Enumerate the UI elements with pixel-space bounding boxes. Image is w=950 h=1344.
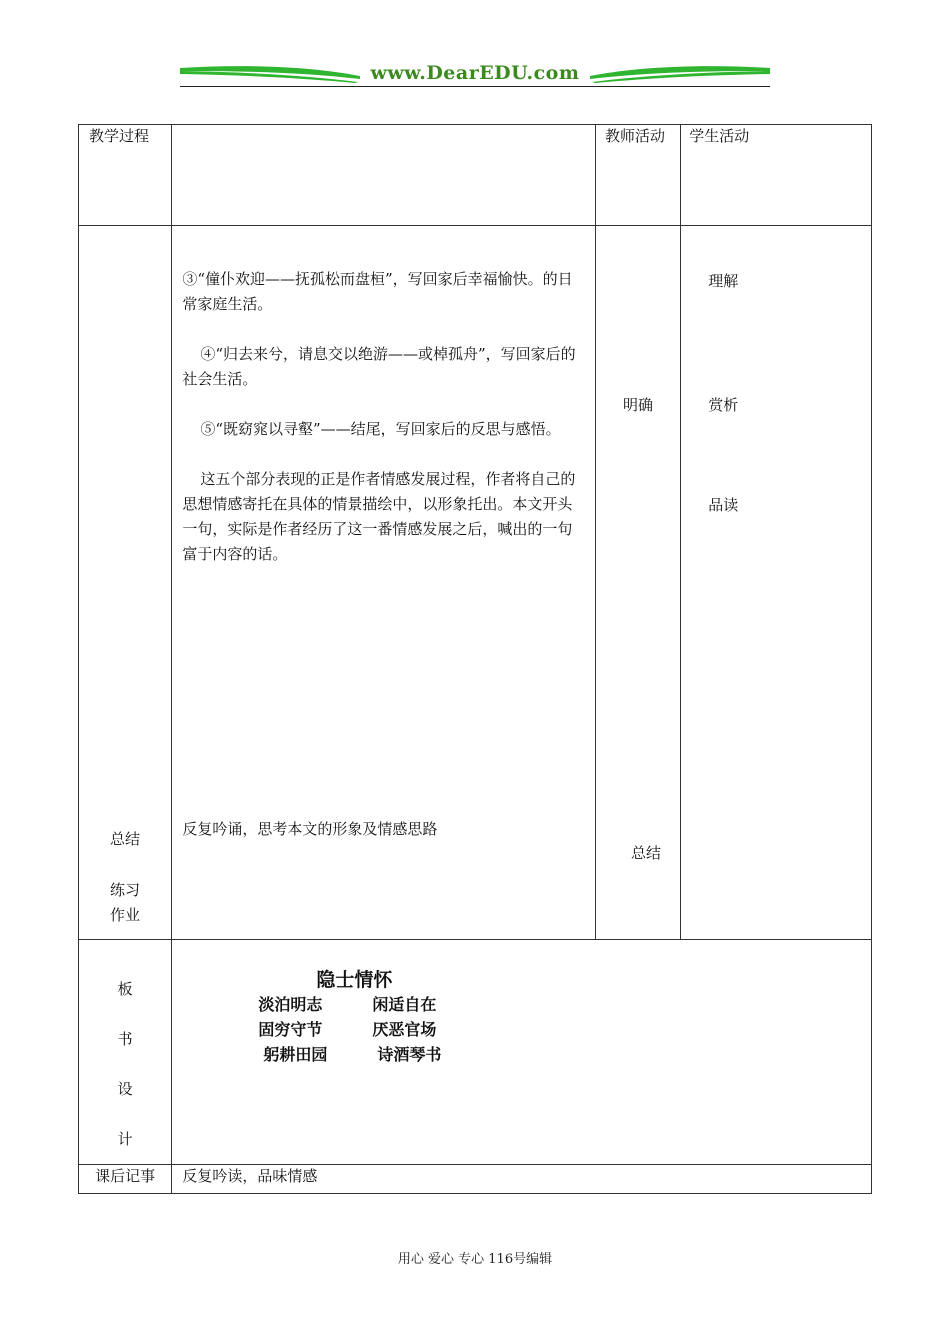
left-label-cell: [79, 226, 172, 940]
header-label-process: 教学过程: [89, 127, 150, 145]
notes-content-cell: [172, 1165, 872, 1194]
board-design-row: [79, 940, 872, 1165]
board-line-1a: 淡泊明志: [258, 995, 323, 1014]
student-activity-cell: [681, 226, 872, 940]
notes-label: 课后记事: [95, 1167, 156, 1185]
notes-label-cell: [79, 1165, 172, 1194]
process-paragraph-5: ⑤“既窈窕以寻壑”——结尾，写回家后的反思与感悟。: [200, 420, 561, 438]
header-label-student: 学生活动: [689, 127, 750, 145]
board-content-cell: [172, 940, 872, 1165]
page-footer: 用心 爱心 专心 116号编辑: [397, 1252, 553, 1267]
board-title: 隐士情怀: [316, 969, 393, 991]
student-understand: 理解: [708, 272, 739, 290]
board-label-char-4: 计: [117, 1130, 133, 1148]
board-line-2b: 厌恶官场: [372, 1020, 437, 1039]
review-instruction: 反复吟诵，思考本文的形象及情感思路: [182, 820, 438, 838]
table-header-row: [79, 125, 872, 226]
header-cell-teacher: [595, 125, 680, 226]
board-line-2a: 固穷守节: [258, 1020, 323, 1039]
teacher-activity-cell: [595, 226, 680, 940]
student-savor: 品读: [708, 496, 739, 514]
process-content-cell: [172, 226, 596, 940]
teacher-summary: 总结: [630, 844, 661, 862]
process-paragraph-3: ③“僮仆欢迎——抚孤松而盘桓”，写回家后幸福愉快。的日常家庭生活。: [182, 270, 573, 313]
header-cell-process: [79, 125, 172, 226]
label-summary: 总结: [110, 830, 141, 848]
lesson-plan-table: [78, 124, 872, 1194]
process-paragraph-summary: 这五个部分表现的正是作者情感发展过程，作者将自己的思想情感寄托在具体的情景描绘中，以形象托出。本文开头一句，实际是作者经历了这一番情感发展之后，喊出的一句富于内容的话。: [182, 470, 576, 563]
label-practice: 练习: [110, 881, 141, 899]
board-line-3a: 躬耕田园: [263, 1045, 328, 1064]
header-label-blank: [172, 125, 595, 129]
header-rule: [180, 86, 770, 87]
header-label-teacher: 教师活动: [604, 127, 665, 145]
label-homework: 作业: [110, 906, 141, 924]
logo-text: www.DearEDU.com: [370, 62, 580, 84]
board-line-3b: 诗酒琴书: [377, 1045, 442, 1064]
site-logo: [180, 62, 770, 88]
after-class-notes-row: [79, 1165, 872, 1194]
teacher-clarify: 明确: [622, 396, 653, 414]
process-row: [79, 226, 872, 940]
notes-content: 反复吟读，品味情感: [182, 1167, 318, 1185]
board-label-char-1: 板: [117, 980, 133, 998]
student-appreciate: 赏析: [708, 396, 739, 414]
board-line-1b: 闲适自在: [372, 995, 437, 1014]
header-cell-student: [681, 125, 872, 226]
process-paragraph-4: ④“归去来兮，请息交以绝游——或棹孤舟”，写回家后的社会生活。: [182, 345, 576, 388]
board-label-char-3: 设: [117, 1080, 133, 1098]
header-cell-blank: [172, 125, 596, 226]
board-label-char-2: 书: [117, 1030, 133, 1048]
board-label-cell: [79, 940, 172, 1165]
